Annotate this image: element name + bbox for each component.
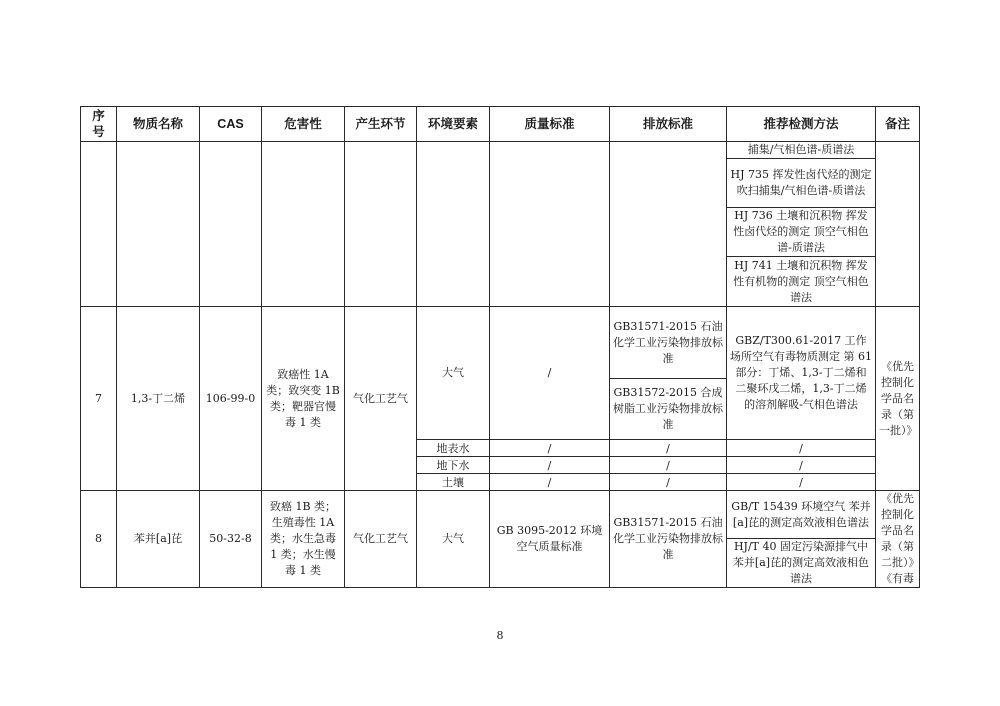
continued-empty-cell [490, 142, 610, 307]
row7-method-air: GBZ/T300.61-2017 工作场所空气有毒物质测定 第 61 部分：丁烯、1,3-丁二烯和二聚环戊二烯，1,3-丁二烯的溶剂解吸-气相色谱法 [727, 307, 876, 440]
header-env: 环境要素 [417, 107, 490, 142]
row7-emission-groundwater: / [610, 457, 727, 474]
row8-quality: GB 3095-2012 环境空气质量标准 [490, 491, 610, 588]
header-quality: 质量标准 [490, 107, 610, 142]
row7-method-groundwater: / [727, 457, 876, 474]
continued-method-cell: 捕集/气相色谱-质谱法 [727, 142, 876, 159]
continued-empty-cell [610, 142, 727, 307]
row7-emission-surface-water: / [610, 440, 727, 457]
row7-no: 7 [81, 307, 117, 491]
continued-method-cell: HJ 736 土壤和沉积物 挥发性卤代烃的测定 顶空气相色谱-质谱法 [727, 208, 876, 257]
row8-hazard: 致癌 1B 类；生殖毒性 1A 类；水生急毒 1 类；水生慢毒 1 类 [262, 491, 345, 588]
row8-name: 苯并[a]芘 [117, 491, 200, 588]
table-row [81, 307, 920, 379]
row7-emission-soil: / [610, 474, 727, 491]
row7-method-surface-water: / [727, 440, 876, 457]
row7-quality-surface-water: / [490, 440, 610, 457]
row7-env-air: 大气 [417, 307, 490, 440]
row7-note: 《优先控制化学品名录（第一批）》 [876, 307, 920, 491]
row8-env: 大气 [417, 491, 490, 588]
row7-env-soil: 土壤 [417, 474, 490, 491]
header-hazard: 危害性 [262, 107, 345, 142]
header-method: 推荐检测方法 [727, 107, 876, 142]
continued-method-cell: HJ 735 挥发性卤代烃的测定 吹扫捕集/气相色谱-质谱法 [727, 159, 876, 208]
continued-empty-cell [200, 142, 262, 307]
header-row [81, 107, 920, 142]
chemical-standards-table [80, 106, 920, 588]
row8-no: 8 [81, 491, 117, 588]
row7-emission-1: GB31571-2015 石油化学工业污染物排放标准 [610, 307, 727, 379]
header-cas: CAS [200, 107, 262, 142]
header-process: 产生环节 [345, 107, 417, 142]
row7-quality-groundwater: / [490, 457, 610, 474]
row8-method-1: GB/T 15439 环境空气 苯并[a]芘的测定高效液相色谱法 [727, 491, 876, 539]
row8-cas: 50-32-8 [200, 491, 262, 588]
continued-empty-cell [345, 142, 417, 307]
header-name: 物质名称 [117, 107, 200, 142]
header-note: 备注 [876, 107, 920, 142]
continued-method-cell: HJ 741 土壤和沉积物 挥发性有机物的测定 顶空气相色谱法 [727, 257, 876, 307]
row7-quality-soil: / [490, 474, 610, 491]
continued-empty-cell [117, 142, 200, 307]
table-row [81, 142, 920, 159]
continued-empty-cell [262, 142, 345, 307]
row7-name: 1,3-丁二烯 [117, 307, 200, 491]
row8-emission: GB31571-2015 石油化学工业污染物排放标准 [610, 491, 727, 588]
page-number: 8 [496, 629, 504, 642]
row7-process: 气化工艺气 [345, 307, 417, 491]
row8-method-2: HJ/T 40 固定污染源排气中苯并[a]芘的测定高效液相色谱法 [727, 539, 876, 588]
row7-quality-air: / [490, 307, 610, 440]
header-no: 序 号 [81, 107, 117, 142]
header-emission: 排放标准 [610, 107, 727, 142]
row7-env-surface-water: 地表水 [417, 440, 490, 457]
row8-process: 气化工艺气 [345, 491, 417, 588]
row7-method-soil: / [727, 474, 876, 491]
row7-env-groundwater: 地下水 [417, 457, 490, 474]
row8-note: 《优先控制化学品名录（第二批）》《有毒 [876, 491, 920, 588]
continued-empty-cell [876, 142, 920, 307]
row7-cas: 106-99-0 [200, 307, 262, 491]
continued-empty-cell [81, 142, 117, 307]
table-row [81, 491, 920, 539]
row7-emission-2: GB31572-2015 合成树脂工业污染物排放标准 [610, 379, 727, 440]
row7-hazard: 致癌性 1A 类；致突变 1B 类；靶器官慢毒 1 类 [262, 307, 345, 491]
continued-empty-cell [417, 142, 490, 307]
